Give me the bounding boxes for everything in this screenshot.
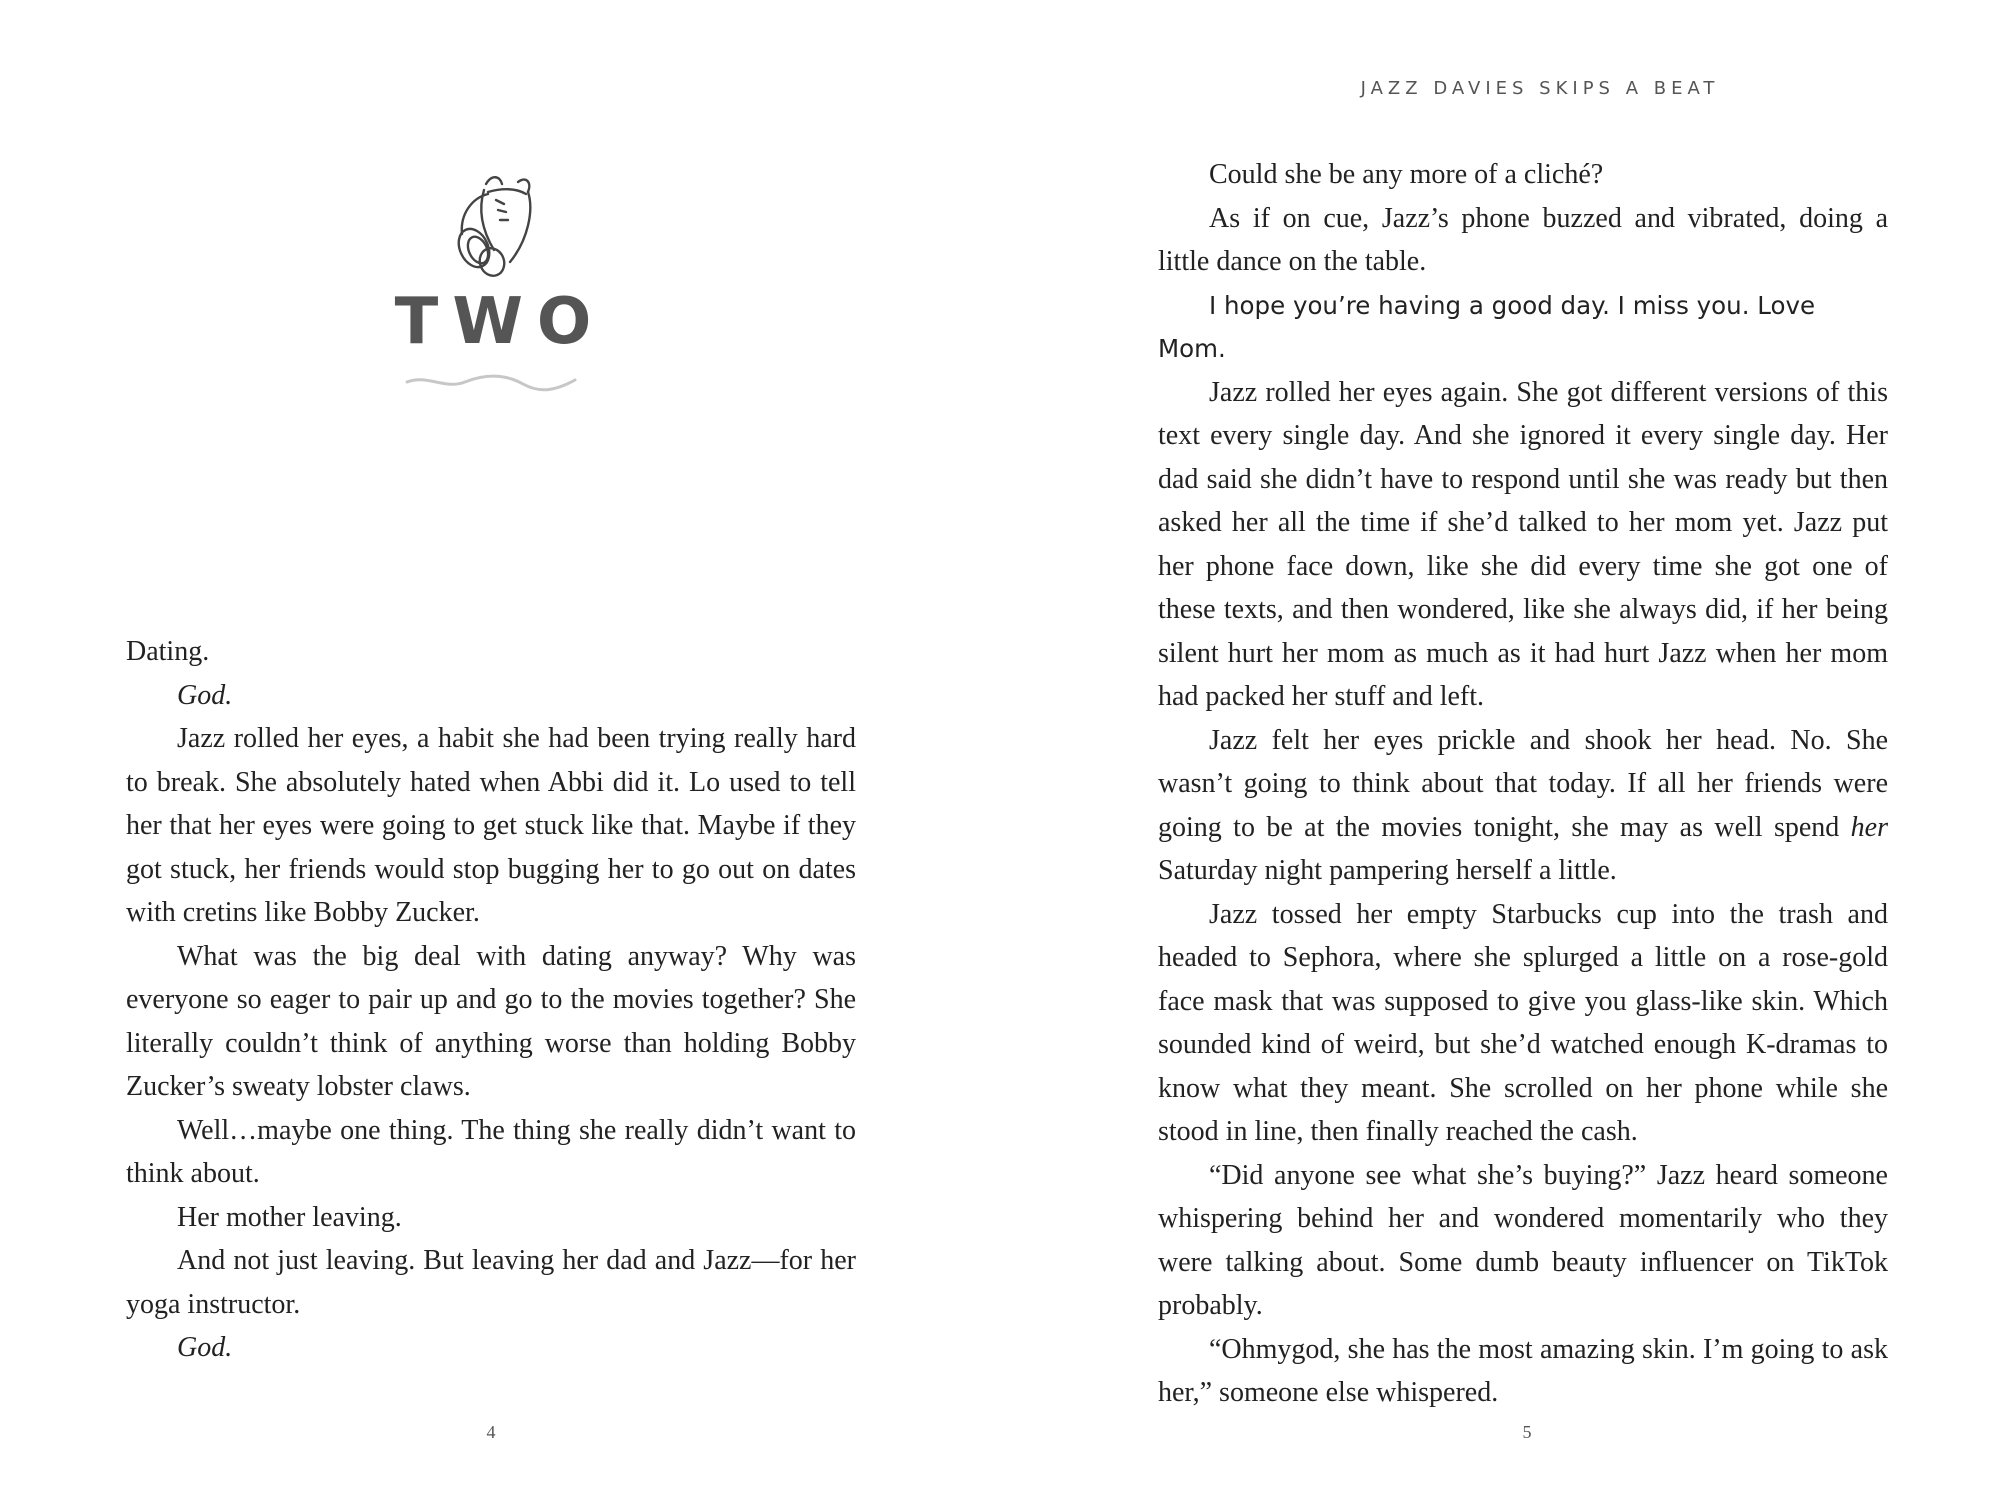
paragraph: Jazz tossed her empty Starbucks cup into the trash and headed to Sephora, where she splurged a little on a rose-gold face mask that was supposed to give you glass-like skin. Which sounded kind of weird, but she’d watched enough K-dramas to know what they meant. She scrolled on her phone while she stood in line, then finally reached the cash. <box>1158 898 1888 1147</box>
emphasis-text: her <box>1850 811 1888 843</box>
paragraph: What was the big deal with dating anyway? Why was everyone so eager to pair up and go to the movies together? She literally couldn’t think of anything worse than holding Bobby Zucker’s sweaty lobster claws. <box>126 940 856 1102</box>
paragraph-text: Saturday night pampering herself a little. <box>1158 855 1617 886</box>
right-page <box>1000 0 2000 1500</box>
text-message: I hope you’re having a good day. I miss you. Love Mom. <box>1158 290 1816 363</box>
paragraph: Well…maybe one thing. The thing she really didn’t want to think about. <box>126 1114 856 1189</box>
paragraph-text: Jazz felt her eyes prickle and shook her head. No. She wasn’t going to think about that today. If all her friends were going to be at the movies tonight, she may as well spend <box>1158 724 1888 843</box>
paragraph: “Ohmygod, she has the most amazing skin. I’m going to ask her,” someone else whispered. <box>1158 1333 1888 1408</box>
paragraph: As if on cue, Jazz’s phone buzzed and vibrated, doing a little dance on the table. <box>1158 202 1888 277</box>
paragraph: Jazz rolled her eyes, a habit she had been trying really hard to break. She absolutely hated when Abbi did it. Lo used to tell her that her eyes were going to get stuck like that. Maybe if they got stuck, her friends would stop bugging her to go out on dates with cretins like Bobby Zucker. <box>126 723 856 928</box>
paragraph <box>1158 719 1888 893</box>
headphones-ornament-icon <box>448 170 548 280</box>
paragraph: Jazz rolled her eyes again. She got different versions of this text every single day. And she ignored it every single day. Her dad said she didn’t have to respond until she was ready but then asked her all the time if she’d talked to her mom yet. Jazz put her phone face down, like she did every time she got one of these texts, and then wondered, like she always did, if her being silent hurt her mom as much as it had hurt Jazz when her mom had packed her stuff and left. <box>1158 376 1888 712</box>
paragraph: God. <box>177 679 233 711</box>
paragraph: And not just leaving. But leaving her dad and Jazz—for her yoga instructor. <box>126 1245 856 1320</box>
paragraph: Dating. <box>126 636 210 667</box>
paragraph: “Did anyone see what she’s buying?” Jazz heard someone whispering behind her and wondered momentarily who they were talking about. Some dumb beauty influencer on TikTok probably. <box>1158 1159 1888 1321</box>
page-number: 4 <box>486 1422 496 1442</box>
left-body-text <box>126 630 856 1370</box>
right-body-text <box>1158 153 1888 1415</box>
paragraph: Could she be any more of a cliché? <box>1209 159 1604 190</box>
running-head: JAZZ DAVIES SKIPS A BEAT <box>1360 78 1720 99</box>
chapter-title: TWO <box>394 285 606 359</box>
paragraph: Her mother leaving. <box>177 1201 402 1233</box>
paragraph: God. <box>177 1332 233 1363</box>
page-number: 5 <box>1522 1422 1532 1442</box>
wave-divider-icon <box>405 372 577 396</box>
